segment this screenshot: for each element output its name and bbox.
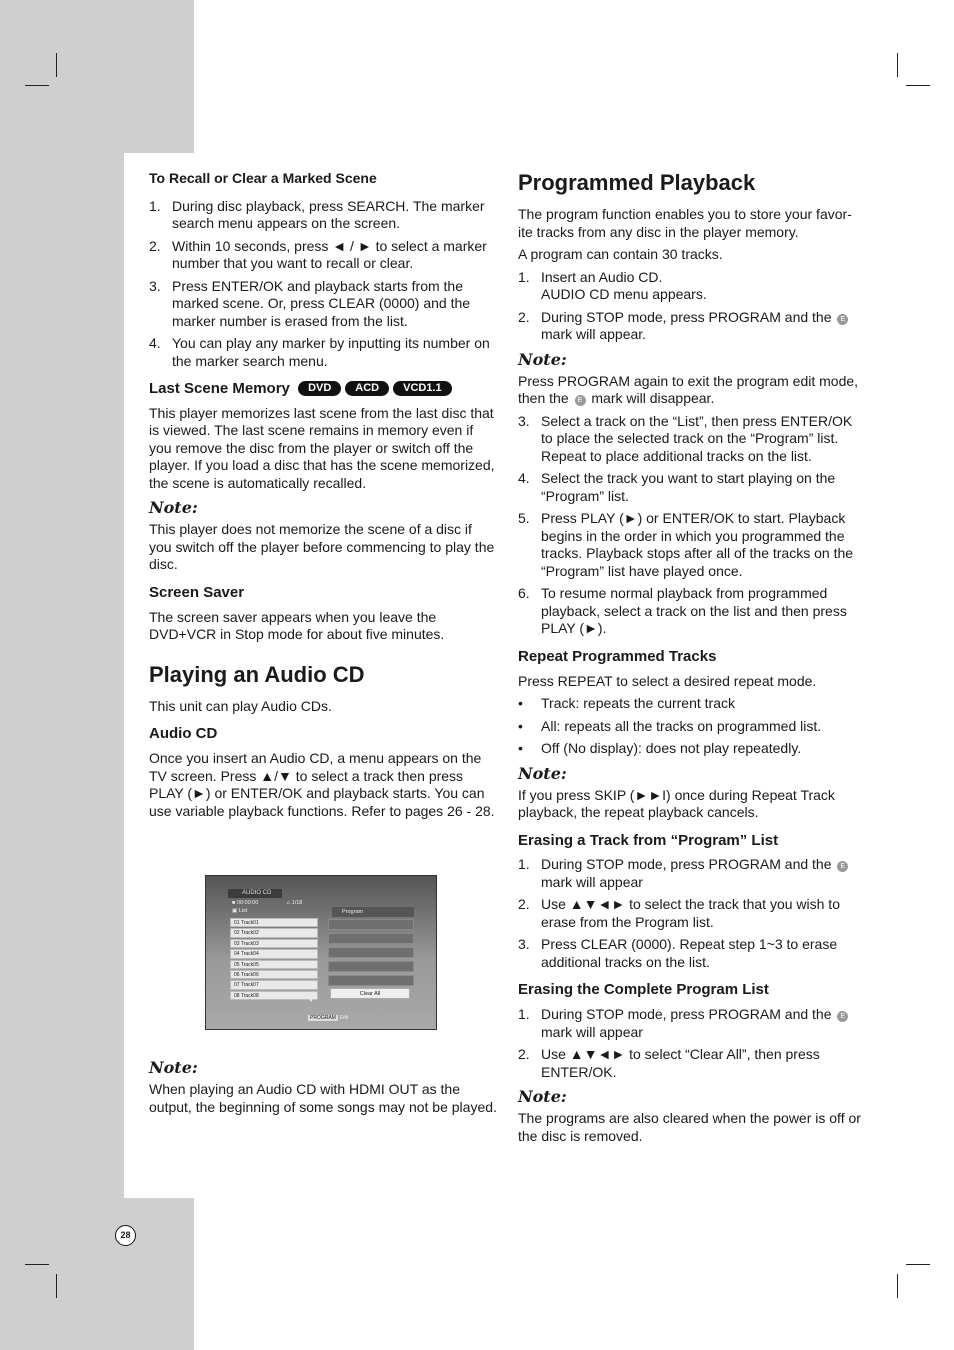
erase-all-steps xyxy=(518,1006,866,1081)
list-item: 1. During disc playback, press SEARCH. The marker search menu appears on the screen. xyxy=(149,197,485,231)
note-label: Note: xyxy=(518,763,567,783)
clear-all-button: Clear All xyxy=(330,988,410,999)
list-item: 2. Use ▲▼◄► to select “Clear All”, then press ENTER/OK. xyxy=(518,1046,820,1080)
track-row: 01 Track01 xyxy=(230,918,318,927)
list-item: 4. You can play any marker by inputting its number on the marker search menu. xyxy=(149,335,490,369)
list-item: 2. Within 10 seconds, press ◄ / ► to select a marker number that you want to recall or clear. xyxy=(149,237,487,271)
e-mark-icon: E xyxy=(837,1011,848,1022)
left-column-bottom xyxy=(149,1052,497,1121)
audio-cd-body: Once you insert an Audio CD, a menu appears on the TV screen. Press ▲/▼ to select a track then press PLAY (►) or ENTER/OK and playback starts. You can use variable playback functions. Refer to pages 26 - 28. xyxy=(149,750,495,819)
screen-title: AUDIO CD xyxy=(228,889,282,898)
final-note: The programs are also cleared when the power is off or the disc is removed. xyxy=(518,1110,861,1144)
screen-program-slots xyxy=(328,919,414,989)
list-item: 3. Press ENTER/OK and playback starts from the marked scene. Or, press CLEAR (0000) and the marker number is erased from the list. xyxy=(149,277,471,329)
program-intro: The program function enables you to store your favor-ite tracks from any disc in the player memory. xyxy=(518,206,852,240)
page-margin-band xyxy=(0,153,124,1198)
screen-saver-heading: Screen Saver xyxy=(149,583,245,601)
list-item: • Track: repeats the current track xyxy=(518,695,735,712)
list-item: 1. During STOP mode, press PROGRAM and the E mark will appear xyxy=(518,856,866,891)
track-row: 04 Track04 xyxy=(230,949,318,958)
crop-mark xyxy=(906,85,930,86)
acd-badge: ACD xyxy=(345,381,389,396)
audio-cd-note: When playing an Audio CD with HDMI OUT as the output, the beginning of some songs may not be played. xyxy=(149,1081,497,1115)
crop-mark xyxy=(25,1264,49,1265)
program-steps-a xyxy=(518,269,866,344)
e-mark-icon: E xyxy=(837,861,848,872)
screen-program-label: Program xyxy=(332,907,414,917)
list-item: 2. During STOP mode, press PROGRAM and the E mark will appear. xyxy=(518,309,866,344)
page-number: 28 xyxy=(115,1225,136,1246)
repeat-body: Press REPEAT to select a desired repeat mode. xyxy=(518,672,817,689)
audio-cd-heading: Audio CD xyxy=(149,725,218,743)
screen-track-count: ♫ 1/18 xyxy=(286,900,303,906)
track-row: 07 Track07 xyxy=(230,980,318,989)
program-steps-b xyxy=(518,413,866,638)
erase-all-heading: Erasing the Complete Program List xyxy=(518,981,769,999)
scroll-down-icon: ▼ xyxy=(308,998,314,1004)
last-scene-body: This player memorizes last scene from the last disc that is viewed. The last scene remains in memory even if you remove the disc from the player or switch off the player. If you load a disc that has the scene memorized, the scene is automatically recalled. xyxy=(149,404,495,491)
screen-time: ■ 00:00:00 xyxy=(232,900,259,906)
list-item: 6. To resume normal playback from programmed playback, select a track on the list and then press PLAY (►). xyxy=(518,585,847,637)
audio-cd-title: Playing an Audio CD xyxy=(149,661,365,687)
list-item: • Off (No display): does not play repeatedly. xyxy=(518,740,802,757)
program-capacity: A program can contain 30 tracks. xyxy=(518,246,723,263)
crop-mark xyxy=(56,1274,57,1298)
program-note: Press PROGRAM again to exit the program edit mode, then the E mark will disappear. xyxy=(518,372,859,407)
crop-mark xyxy=(906,1264,930,1265)
left-column xyxy=(149,170,497,825)
dvd-badge: DVD xyxy=(298,381,341,396)
vcd-badge: VCD1.1 xyxy=(393,381,452,396)
last-scene-heading: Last Scene Memory DVD ACD VCD1.1 xyxy=(149,380,497,399)
list-item: 3. Press CLEAR (0000). Repeat step 1~3 to erase additional tracks on the list. xyxy=(518,936,838,970)
note-label: Note: xyxy=(149,1058,198,1077)
screen-list-label: ▣ List xyxy=(232,908,248,914)
page-margin-band xyxy=(0,1198,194,1350)
erase-track-heading: Erasing a Track from “Program” List xyxy=(518,831,779,849)
repeat-bullets xyxy=(518,695,866,758)
list-item: • All: repeats all the tracks on programmed list. xyxy=(518,717,822,734)
audio-cd-intro: This unit can play Audio CDs. xyxy=(149,697,332,714)
note-label: Note: xyxy=(518,1087,567,1107)
audio-cd-menu-screenshot xyxy=(205,875,437,1030)
list-item: 3. Select a track on the “List”, then press ENTER/OK to place the selected track on the “Program” list. Repeat to place additional tracks on the list. xyxy=(518,412,853,464)
repeat-note: If you press SKIP (►►I) once during Repeat Track playback, the repeat playback cancels. xyxy=(518,786,835,821)
crop-mark xyxy=(56,53,57,77)
crop-mark xyxy=(897,1274,898,1298)
screen-saver-body: The screen saver appears when you leave the DVD+VCR in Stop mode for about five minutes. xyxy=(149,608,445,642)
note-label: Note: xyxy=(149,498,198,518)
track-row: 02 Track02 xyxy=(230,928,318,937)
erase-track-steps xyxy=(518,856,866,971)
screen-edit-hint: PROGRAM Edit xyxy=(310,1015,349,1021)
list-item: 5. Press PLAY (►) or ENTER/OK to start. Playback begins in the order in which you programmed the tracks. Playback stops after all of the tracks on the “Program” list have played once. xyxy=(518,510,854,579)
right-column xyxy=(518,170,866,1150)
track-row: 05 Track05 xyxy=(230,960,318,969)
list-item: 1. During STOP mode, press PROGRAM and the E mark will appear xyxy=(518,1006,866,1041)
repeat-heading: Repeat Programmed Tracks xyxy=(518,647,717,665)
track-row: 03 Track03 xyxy=(230,939,318,948)
list-item: 1. Insert an Audio CD. AUDIO CD menu appears. xyxy=(518,268,707,303)
crop-mark xyxy=(897,53,898,77)
screen-track-list xyxy=(230,918,318,1001)
track-row: 06 Track06 xyxy=(230,970,318,979)
track-row: 08 Track08 xyxy=(230,991,318,1000)
e-mark-icon: E xyxy=(575,395,586,406)
list-item: 2. Use ▲▼◄► to select the track that you wish to erase from the Program list. xyxy=(518,896,840,930)
crop-mark xyxy=(25,85,49,86)
list-item: 4. Select the track you want to start playing on the “Program” list. xyxy=(518,470,836,504)
note-label: Note: xyxy=(518,349,567,369)
programmed-playback-title: Programmed Playback xyxy=(518,170,756,195)
recall-steps xyxy=(149,198,497,371)
recall-heading: To Recall or Clear a Marked Scene xyxy=(149,170,377,186)
e-mark-icon: E xyxy=(837,314,848,325)
last-scene-note: This player does not memorize the scene of a disc if you switch off the player before commencing to play the disc. xyxy=(149,521,495,573)
page-margin-band xyxy=(0,0,194,153)
